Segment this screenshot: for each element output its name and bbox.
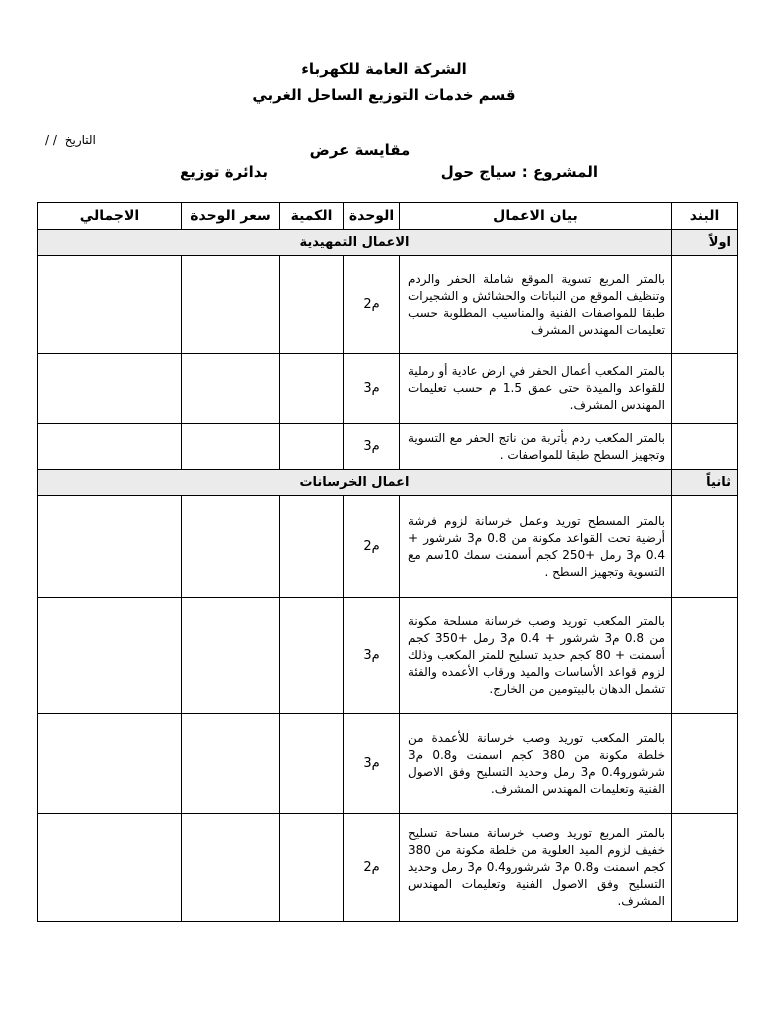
unit-price-cell (182, 814, 280, 922)
item-cell (672, 256, 738, 354)
description-cell: بالمتر المكعب توريد وصب خرسانة للأعمدة من خلطة مكونة من 380 كجم اسمنت و0.8 م3 شرشورو0.4 م3 رمل وحديد التسليح وفق الاصول الفنية وتعليمات المهندس المشرف. (400, 714, 672, 814)
description-cell: بالمتر المسطح توريد وعمل خرسانة لزوم فرشة أرضية تحت القواعد مكونة من 0.8 م3 شرشور + 0.4 م3 رمل +250 كجم أسمنت سمك 10سم مع التسوية وتجهيز السطح . (400, 496, 672, 598)
item-cell (672, 354, 738, 424)
table-row (38, 256, 738, 354)
project-line: المشروع : سياج حول (440, 163, 598, 181)
date-label: التاريخ (64, 133, 96, 147)
boq-table (37, 202, 738, 922)
date-value: / / (45, 133, 57, 147)
table-row (38, 496, 738, 598)
unit-price-cell (182, 256, 280, 354)
total-cell (38, 256, 182, 354)
item-cell (672, 424, 738, 470)
unit-price-cell (182, 354, 280, 424)
table-row (38, 714, 738, 814)
unit-price-cell (182, 496, 280, 598)
section-row (38, 230, 738, 256)
qty-cell (280, 256, 344, 354)
unit-cell: م3 (344, 354, 400, 424)
item-cell (672, 714, 738, 814)
total-cell (38, 496, 182, 598)
total-cell (38, 354, 182, 424)
description-cell: بالمتر المكعب توريد وصب خرسانة مسلحة مكونة من 0.8 م3 شرشور + 0.4 م3 رمل +350 كجم أسمنت + 80 كجم حديد تسليح للمتر المكعب وذلك لزوم قواعد الأساسات والميد ورقاب الأعمده والفئة تشمل الدهان بالبيتومين من الخارج. (400, 598, 672, 714)
unit-cell: م3 (344, 424, 400, 470)
col-header-unit: الوحدة (344, 203, 400, 230)
qty-cell (280, 814, 344, 922)
description-cell: بالمتر المكعب أعمال الحفر في ارض عادية أو رملية للقواعد والميدة حتى عمق 1.5 م حسب تعليمات المهندس المشرف. (400, 354, 672, 424)
description-cell: بالمتر المربع توريد وصب خرسانة مساحة تسليح خفيف لزوم الميد العلوية من خلطة مكونة من 380 كجم اسمنت و0.8 م3 شرشورو0.4 م3 رمل وحديد التسليح وفق الاصول الفنية وتعليمات المهندس المشرف. (400, 814, 672, 922)
table-row (38, 598, 738, 714)
unit-price-cell (182, 424, 280, 470)
section-row (38, 470, 738, 496)
total-cell (38, 424, 182, 470)
table-header-row (38, 203, 738, 230)
department-name: قسم خدمات التوزيع الساحل الغربي (252, 86, 516, 104)
section-title: الاعمال التمهيدية (38, 230, 672, 256)
unit-cell: م2 (344, 256, 400, 354)
unit-price-cell (182, 714, 280, 814)
company-name: الشركة العامة للكهرباء (301, 60, 467, 78)
col-header-item: البند (672, 203, 738, 230)
date-field (45, 133, 96, 147)
circuit-line: بدائرة توزيع (180, 163, 269, 181)
section-code: اولاً (672, 230, 738, 256)
qty-cell (280, 714, 344, 814)
total-cell (38, 714, 182, 814)
document-title: مقايسة عرض (309, 141, 411, 159)
qty-cell (280, 424, 344, 470)
item-cell (672, 598, 738, 714)
section-title: اعمال الخرسانات (38, 470, 672, 496)
total-cell (38, 814, 182, 922)
qty-cell (280, 598, 344, 714)
description-cell: بالمتر المكعب ردم بأتربة من ناتج الحفر مع التسوية وتجهيز السطح طبقا للمواصفات . (400, 424, 672, 470)
qty-cell (280, 496, 344, 598)
item-cell (672, 496, 738, 598)
section-code: ثانياً (672, 470, 738, 496)
table-row (38, 424, 738, 470)
qty-cell (280, 354, 344, 424)
description-cell: بالمتر المربع تسوية الموقع شاملة الحفر والردم وتنظيف الموقع من النباتات والحشائش و الشجيرات طبقا للمواصفات الفنية والمناسيب المطلوبة حسب تعليمات المهندس المشرف (400, 256, 672, 354)
unit-price-cell (182, 598, 280, 714)
col-header-unit-price: سعر الوحدة (182, 203, 280, 230)
table-row (38, 354, 738, 424)
col-header-total: الاجمالي (38, 203, 182, 230)
unit-cell: م2 (344, 814, 400, 922)
unit-cell: م3 (344, 714, 400, 814)
col-header-description: بيان الاعمال (400, 203, 672, 230)
total-cell (38, 598, 182, 714)
unit-cell: م2 (344, 496, 400, 598)
unit-cell: م3 (344, 598, 400, 714)
col-header-qty: الكمية (280, 203, 344, 230)
item-cell (672, 814, 738, 922)
table-row (38, 814, 738, 922)
